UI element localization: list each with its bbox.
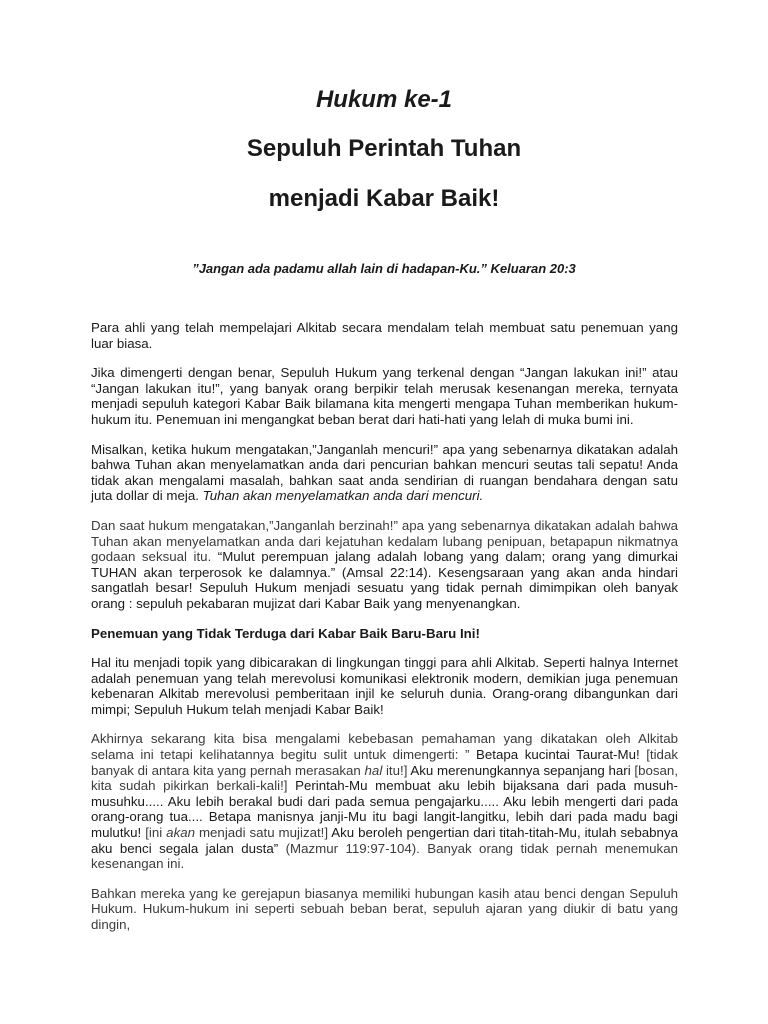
p6-quote-1: Betapa kucintai Taurat-Mu!	[476, 747, 640, 763]
body-text	[91, 320, 678, 947]
paragraph-3-text: Misalkan, ketika hukum mengatakan,”Janganlah mencuri!” apa yang sebenarnya dikatakan adalah bahwa Tuhan akan menyelamatkan anda dari pencurian bahkan mencuri seutas tali sepatu! Anda tidak akan mengalami masalah, bahkan saat anda sendirian di ruangan bendahara dengan satu juta dollar di meja.	[91, 441, 678, 504]
p6-quote-3: Perintah-Mu membuat aku lebih bijaksana dari pada musuh-musuhku..... Aku lebih berakal budi dari pada semua pengajarku..... Aku lebih mengerti dari pada orang-orang tua.... Betapa manisnya janji-Mu itu bagi langit-langitku, lebih dari pada madu bagi mulutku!	[91, 778, 678, 841]
p6-italic-hal: hal	[364, 762, 383, 778]
paragraph-4	[91, 518, 678, 612]
paragraph-6	[91, 731, 678, 871]
chapter-title: Hukum ke-1	[315, 86, 453, 113]
paragraph-4-text: Dan saat hukum mengatakan,”Janganlah berzinah!” apa yang sebenarnya dikatakan adalah bahwa Tuhan akan menyelamatkan anda dari kejatuhan kedalam lubang penipuan, betapapun nikmatnya godaan seksual itu.	[91, 517, 678, 565]
paragraph-2: Jika dimengerti dengan benar, Sepuluh Hukum yang terkenal dengan “Jangan lakukan ini!” atau “Jangan lakukan itu!”, yang banyak orang berpikir telah merusak kesenangan mereka, ternyata menjadi sepuluh kategori Kabar Baik bilamana kita mengerti mengapa Tuhan memberikan hukum-hukum itu. Penemuan ini mengangkat beban berat dari hati-hati yang lelah di muka bumi ini.	[91, 365, 678, 427]
paragraph-5: Hal itu menjadi topik yang dibicarakan di lingkungan tinggi para ahli Alkitab. Seperti halnya Internet adalah penemuan yang telah merevolusi komunikasi elektronik modern, demikian juga penemuan kebenaran Alkitab merevolusi pemberitaan injil ke seluruh dunia. Orang-orang dibangunkan dari mimpi; Sepuluh Hukum telah menjadi Kabar Baik!	[91, 655, 678, 717]
epigraph-quote: ”Jangan ada padamu allah lain di hadapan-Ku.” Keluaran 20:3	[192, 261, 576, 276]
p6-bracket-3-end: menjadi satu mujizat!]	[195, 825, 332, 841]
p6-citation: (Mazmur 119:97-104). Banyak orang tidak pernah menemukan kesenangan ini.	[91, 840, 678, 872]
paragraph-3-italic: Tuhan akan menyelamatkan anda dari mencuri.	[202, 488, 484, 504]
paragraph-1: Para ahli yang telah mempelajari Alkitab secara mendalam telah membuat satu penemuan yang luar biasa.	[91, 320, 678, 351]
p6-intro: Akhirnya sekarang kita bisa mengalami kebebasan pemahaman yang dikatakan oleh Alkitab selama ini tetapi kelihatannya begitu sulit untuk dimengerti: ”	[91, 731, 678, 763]
p6-bracket-2: [bosan, kita sudah pikirkan berkali-kali!]	[91, 762, 679, 794]
paragraph-3	[91, 442, 678, 504]
p6-bracket-1: [tidak banyak di antara kita yang pernah merasakan	[91, 747, 678, 778]
paragraph-7: Bahkan mereka yang ke gerejapun biasanya memiliki hubungan kasih atau benci dengan Sepuluh Hukum. Hukum-hukum ini seperti sebuah beban berat, sepuluh ajaran yang diukir di batu yang dingin,	[91, 885, 678, 932]
p6-italic-akan: akan	[166, 825, 196, 841]
p6-quote-2: Aku merenungkannya sepanjang hari	[410, 762, 631, 778]
p6-quote-4: Aku beroleh pengertian dari titah-titah-Mu, itulah sebabnya aku benci segala jalan dusta”	[91, 825, 678, 856]
section-heading: Penemuan yang Tidak Terduga dari Kabar Baik Baru-Baru Ini!	[91, 625, 480, 641]
p6-bracket-3: [ini	[141, 825, 167, 841]
title-line-2: Sepuluh Perintah Tuhan	[246, 135, 522, 162]
paragraph-4-quote: “Mulut perempuan jalang adalah lobang yang dalam; orang yang dimurkai TUHAN akan terperosok ke dalamnya.” (Amsal 22:14). Kesengsaraan yang akan anda hindari sangatlah besar! Sepuluh Hukum menjadi sesuatu yang tidak pernah dimimpikan oleh banyak orang : sepuluh pekabaran mujizat dari Kabar Baik yang menyenangkan.	[91, 549, 678, 611]
p6-bracket-1-end: itu!]	[382, 762, 411, 778]
title-line-3: menjadi Kabar Baik!	[268, 185, 500, 212]
